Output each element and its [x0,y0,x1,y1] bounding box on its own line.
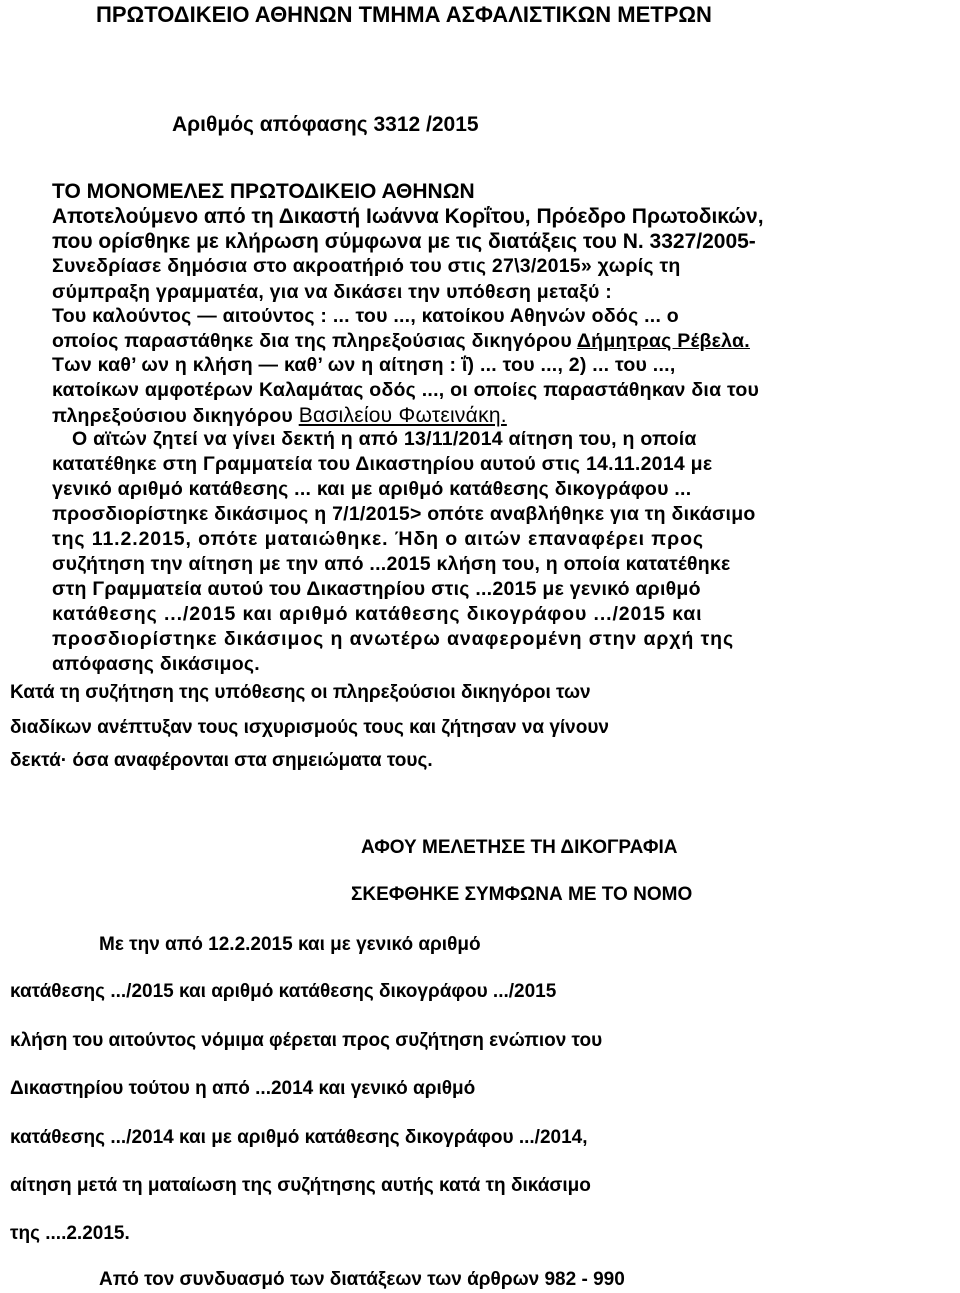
facts-line-10: απόφασης δικάσιμος. [52,653,260,675]
reasoning-line-7: της ....2.2015. [10,1223,130,1244]
reasoning-line-6: αίτηση μετά τη ματαίωση της συζήτησης αυτής κατά τη δικάσιμο [10,1175,591,1196]
intro-line-1: ΤΟ ΜΟΝΟΜΕΛΕΣ ΠΡΩΤΟΔΙΚΕΙΟ ΑΘΗΝΩΝ [52,180,475,203]
intro-line-7-text: οποίος παραστάθηκε δια της πληρεξούσιας δικηγόρου [52,330,577,352]
hearing-line-3: δεκτά· όσα αναφέρονται στα σημειώματα τους. [10,750,433,771]
intro-line-6: Του καλούντος — αιτούντος : ... του ..., κατοίκου Αθηνών οδός ... ο [52,305,679,327]
facts-line-2: κατατέθηκε στη Γραμματεία του Δικαστηρίου αυτού στις 14.11.2014 με [52,453,713,475]
reasoning-line-1: Με την από 12.2.2015 και με γενικό αριθμό [99,934,481,955]
reasoning-line-5: κατάθεσης .../2014 και με αριθμό κατάθεσης δικογράφου .../2014, [10,1127,588,1148]
intro-line-5: σύμπραξη γραμματέα, για να δικάσει την υπόθεση μεταξύ : [52,281,613,303]
section-heading-studied: ΑΦΟΥ ΜΕΛΕΤΗΣΕ ΤΗ ΔΙΚΟΓΡΑΦΙΑ [361,837,678,858]
intro-line-10-text: πληρεξούσιου δικηγόρου [52,405,299,427]
respondent-lawyer-name: Βασιλείου Φωτεινάκη. [298,404,507,427]
facts-line-1: Ο αϊτών ζητεί να γίνει δεκτή η από 13/11/2014 αίτηση του, η οποία [72,428,697,450]
intro-line-2: Αποτελούμενο από τη Δικαστή Ιωάννα Κορΐτου, Πρόεδρο Πρωτοδικών, [52,205,764,228]
reasoning-line-4: Δικαστηρίου τούτου η από ...2014 και γενικό αριθμό [10,1078,476,1099]
reasoning-line-8: Από τον συνδυασμό των διατάξεων των άρθρων 982 - 990 [99,1269,625,1290]
facts-line-8: κατάθεσης .../2015 και αριθμό κατάθεσης δικογράφου .../2015 και [52,603,703,625]
intro-line-8: Των καθ’ ων η κλήση — καθ’ ων η αίτηση : ΐ) ... του ..., 2) ... του ..., [52,354,676,376]
intro-line-10 [52,405,507,427]
intro-line-3: που ορίσθηκε με κλήρωση σύμφωνα με τις διατάξεις του Ν. 3327/2005- [52,230,756,253]
decision-number: Αριθμός απόφασης 3312 /2015 [172,113,479,136]
hearing-line-2: διαδίκων ανέπτυξαν τους ισχυρισμούς τους και ζήτησαν να γίνουν [10,717,609,738]
intro-line-9: κατοίκων αμφοτέρων Καλαμάτας οδός ..., οι οποίες παραστάθηκαν δια του [52,379,760,401]
court-title: ΠΡΩΤΟΔΙΚΕΙΟ ΑΘΗΝΩΝ ΤΜΗΜΑ ΑΣΦΑΛΙΣΤΙΚΩΝ ΜΕΤΡΩΝ [96,2,712,27]
reasoning-line-2: κατάθεσης .../2015 και αριθμό κατάθεσης δικογράφου .../2015 [10,981,557,1002]
facts-line-4: προσδιορίστηκε δικάσιμος η 7/1/2015> οπότε αναβλήθηκε για τη δικάσιμο [52,503,756,525]
facts-line-6: συζήτηση την αίτηση με την από ...2015 κλήση του, η οποία κατατέθηκε [52,553,731,575]
intro-line-4: Συνεδρίασε δημόσια στο ακροατήριό του στις 27\3/2015» χωρίς τη [52,255,681,277]
section-heading-considered: ΣΚΕΦΘΗΚΕ ΣΥΜΦΩΝΑ ΜΕ ΤΟ ΝΟΜΟ [351,884,693,905]
facts-line-5: της 11.2.2015, οπότε ματαιώθηκε. Ήδη ο αιτών επαναφέρει προς [52,528,704,550]
applicant-lawyer-name: Δήμητρας Ρέβελα. [576,330,750,352]
reasoning-line-3: κλήση του αιτούντος νόμιμα φέρεται προς συζήτηση ενώπιον του [10,1030,603,1051]
facts-line-7: στη Γραμματεία αυτού του Δικαστηρίου στις ...2015 με γενικό αριθμό [52,578,701,600]
intro-line-7 [52,332,750,352]
facts-line-9: προσδιορίστηκε δικάσιμος η ανωτέρω αναφερομένη στην αρχή της [52,628,735,650]
facts-line-3: γενικό αριθμό κατάθεσης ... και με αριθμό κατάθεσης δικογράφου ... [52,478,692,500]
hearing-line-1: Κατά τη συζήτηση της υπόθεσης οι πληρεξούσιοι δικηγόροι των [10,682,591,703]
